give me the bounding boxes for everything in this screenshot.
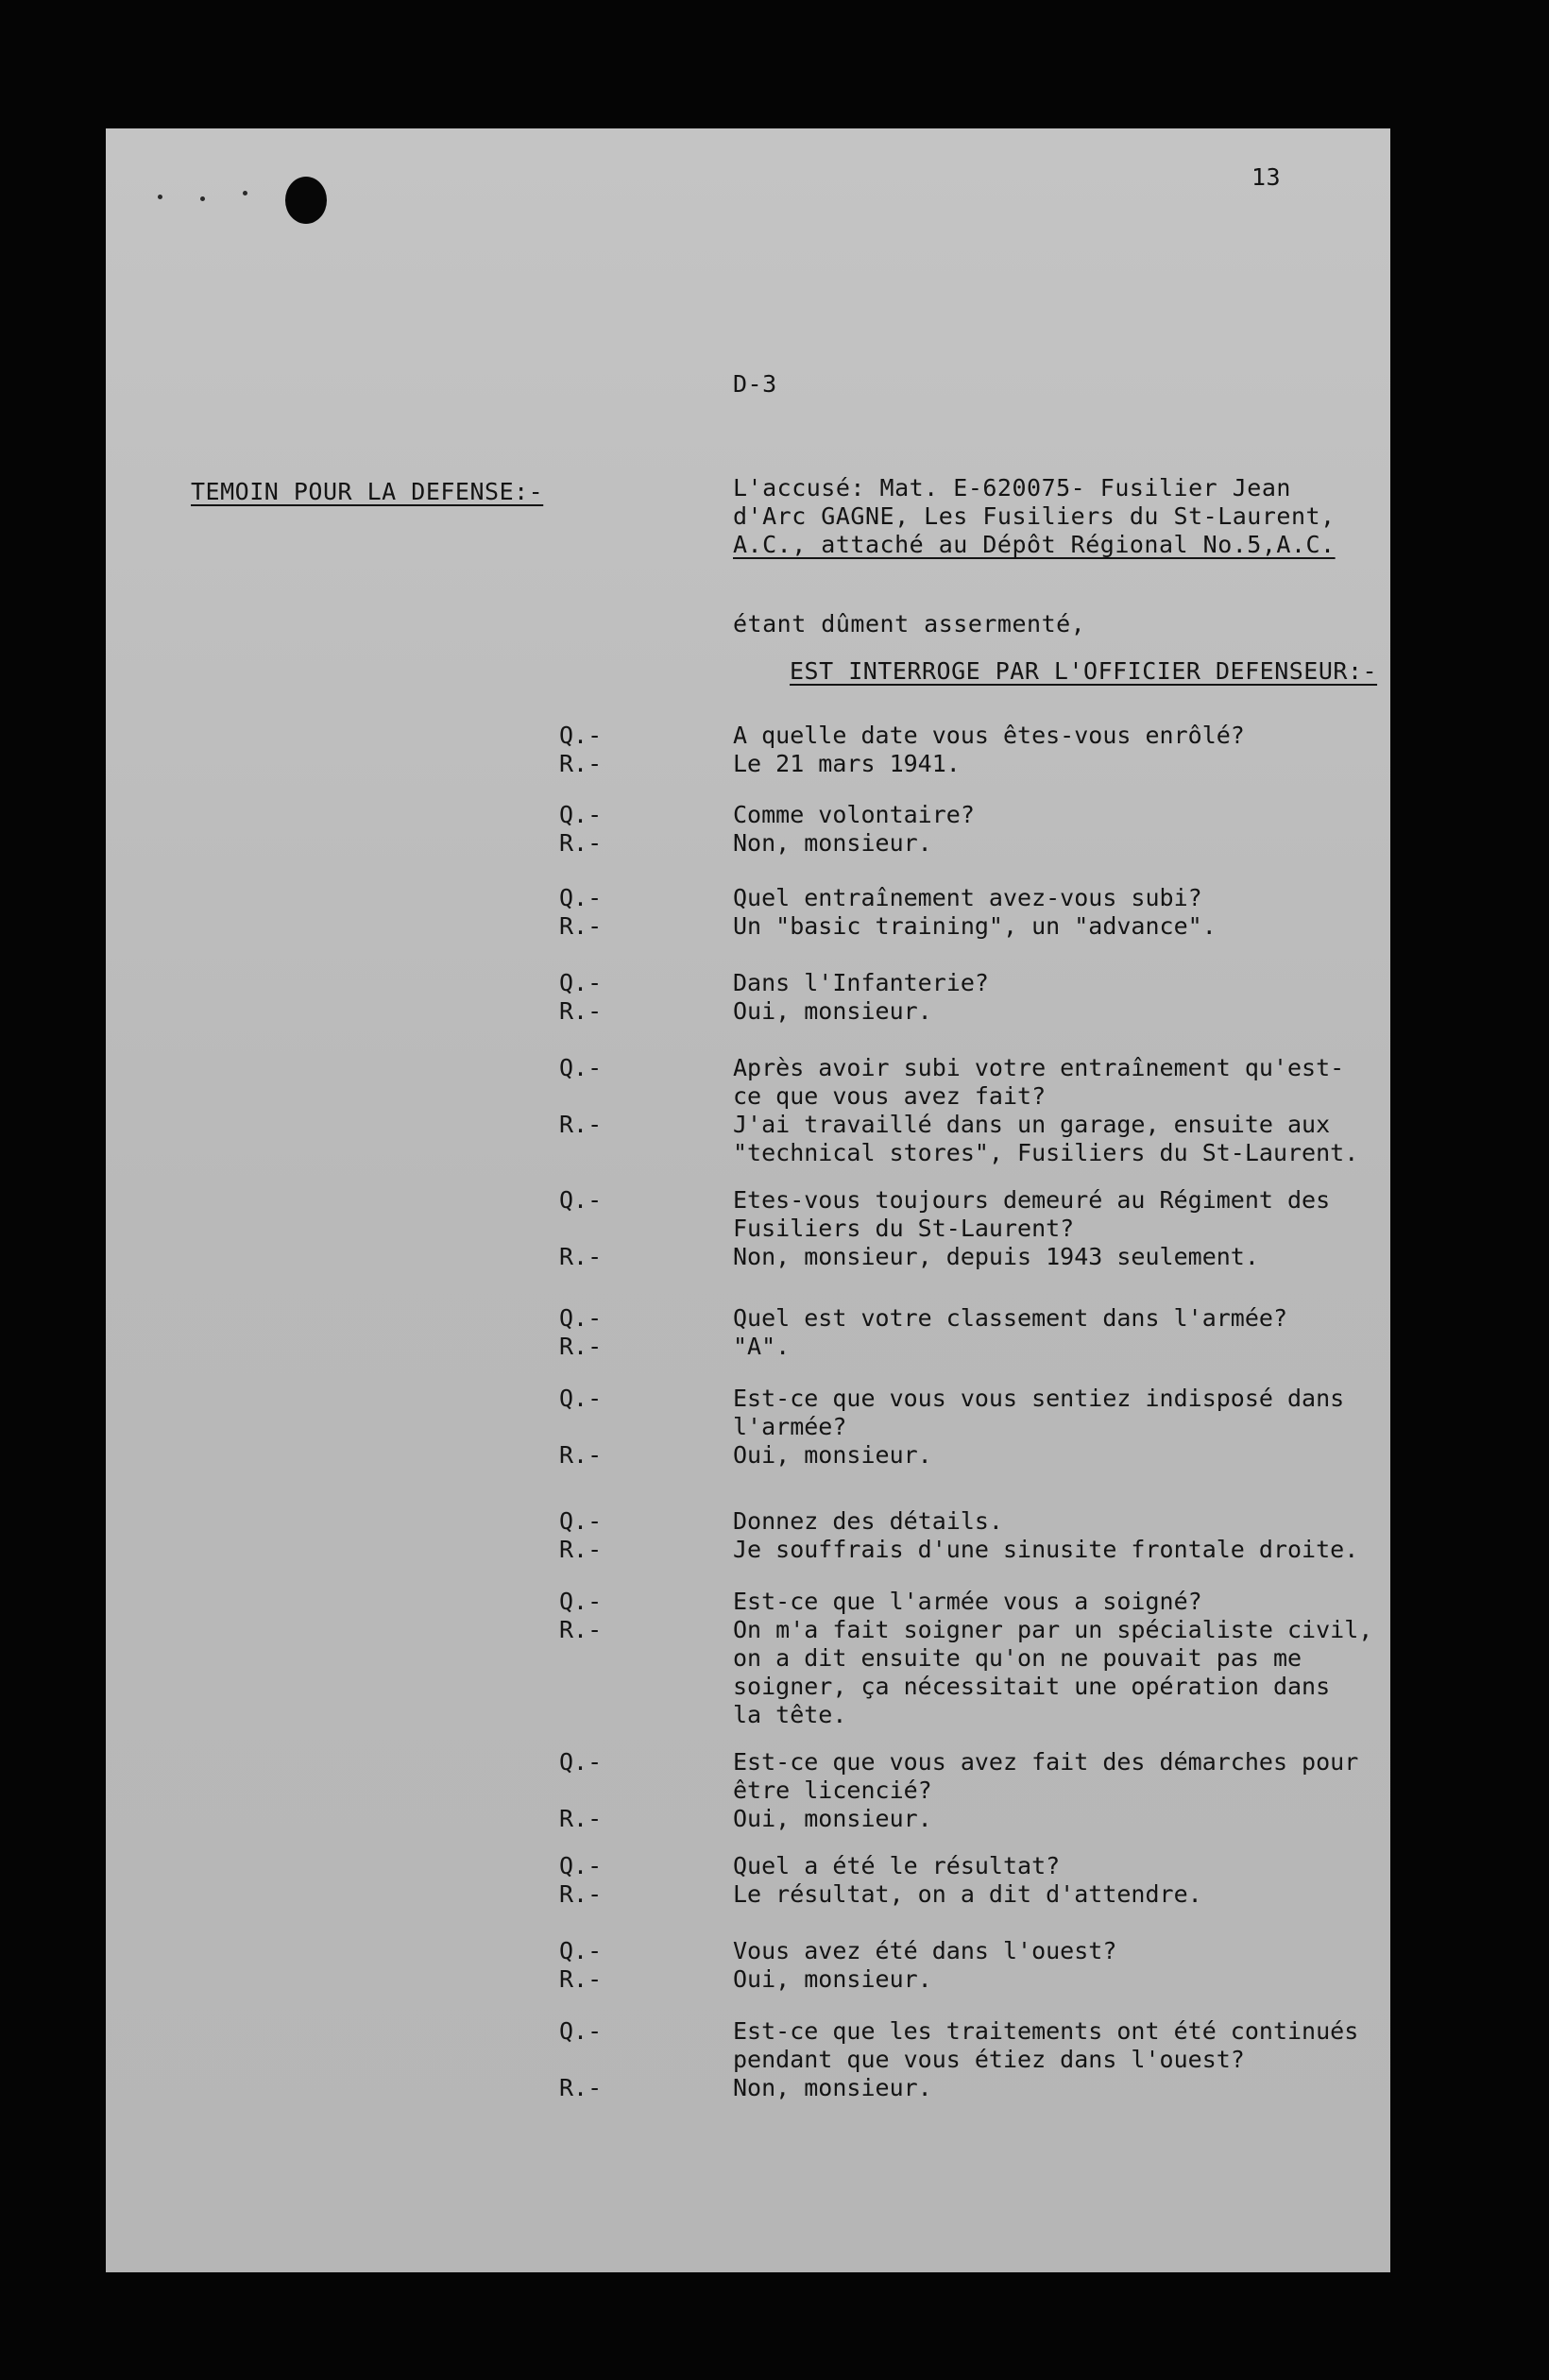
marker-spacer bbox=[559, 1215, 644, 1243]
witness-heading: TEMOIN POUR LA DEFENSE:- bbox=[191, 478, 544, 505]
marker-spacer bbox=[559, 1701, 644, 1729]
qa-markers bbox=[559, 1937, 644, 1994]
examined-heading: EST INTERROGE PAR L'OFFICIER DEFENSEUR:- bbox=[790, 657, 1378, 685]
question-line: Est-ce que les traitements ont été continués bbox=[733, 2017, 1359, 2045]
sworn-line: étant dûment assermenté, bbox=[733, 610, 1086, 638]
exhibit-code: D-3 bbox=[733, 370, 777, 398]
response-line: Oui, monsieur. bbox=[733, 1805, 932, 1832]
response-line: "technical stores", Fusiliers du St-Laurent. bbox=[733, 1139, 1359, 1166]
qa-text bbox=[733, 1385, 1385, 1470]
question-marker: Q.- bbox=[559, 1588, 603, 1615]
qa-markers bbox=[559, 1186, 644, 1271]
response-marker: R.- bbox=[559, 1441, 603, 1469]
qa-text bbox=[733, 1507, 1385, 1564]
question-marker: Q.- bbox=[559, 1385, 603, 1412]
response-line: Non, monsieur. bbox=[733, 2074, 932, 2101]
question-line: Comme volontaire? bbox=[733, 801, 975, 828]
qa-markers bbox=[559, 1852, 644, 1909]
qa-markers bbox=[559, 722, 644, 778]
response-line: Non, monsieur. bbox=[733, 829, 932, 857]
document-page bbox=[106, 128, 1390, 2272]
question-marker: Q.- bbox=[559, 2017, 603, 2045]
marker-spacer bbox=[559, 1776, 644, 1805]
question-line: Dans l'Infanterie? bbox=[733, 969, 989, 996]
qa-text bbox=[733, 1588, 1385, 1729]
question-marker: Q.- bbox=[559, 1507, 603, 1535]
qa-markers bbox=[559, 1588, 644, 1729]
response-marker: R.- bbox=[559, 1965, 603, 1993]
response-marker: R.- bbox=[559, 1243, 603, 1270]
response-marker: R.- bbox=[559, 750, 603, 777]
speck bbox=[200, 196, 205, 201]
response-line: Oui, monsieur. bbox=[733, 1965, 932, 1993]
qa-markers bbox=[559, 801, 644, 858]
question-line: pendant que vous étiez dans l'ouest? bbox=[733, 2046, 1245, 2073]
qa-text bbox=[733, 2017, 1385, 2102]
marker-spacer bbox=[559, 2046, 644, 2074]
question-marker: Q.- bbox=[559, 969, 603, 996]
qa-text bbox=[733, 1304, 1385, 1361]
qa-markers bbox=[559, 1507, 644, 1564]
marker-spacer bbox=[559, 1644, 644, 1673]
question-line: l'armée? bbox=[733, 1413, 847, 1440]
qa-text bbox=[733, 722, 1385, 778]
qa-markers bbox=[559, 2017, 644, 2102]
question-line: Vous avez été dans l'ouest? bbox=[733, 1937, 1117, 1964]
question-marker: Q.- bbox=[559, 1748, 603, 1776]
question-marker: Q.- bbox=[559, 1054, 603, 1081]
response-marker: R.- bbox=[559, 997, 603, 1025]
question-marker: Q.- bbox=[559, 801, 603, 828]
question-line: A quelle date vous êtes-vous enrôlé? bbox=[733, 722, 1245, 749]
qa-text bbox=[733, 1852, 1385, 1909]
speck bbox=[243, 191, 247, 196]
punch-hole bbox=[285, 177, 327, 224]
qa-markers bbox=[559, 1748, 644, 1833]
question-line: Fusiliers du St-Laurent? bbox=[733, 1215, 1075, 1242]
qa-markers bbox=[559, 969, 644, 1026]
question-marker: Q.- bbox=[559, 1304, 603, 1332]
accused-line-2: d'Arc GAGNE, Les Fusiliers du St-Laurent, bbox=[733, 502, 1336, 530]
response-line: Oui, monsieur. bbox=[733, 997, 932, 1025]
question-marker: Q.- bbox=[559, 1852, 603, 1879]
qa-text bbox=[733, 969, 1385, 1026]
response-marker: R.- bbox=[559, 1616, 603, 1643]
qa-text bbox=[733, 1054, 1385, 1167]
response-marker: R.- bbox=[559, 1111, 603, 1138]
response-marker: R.- bbox=[559, 829, 603, 857]
response-line: Je souffrais d'une sinusite frontale droite. bbox=[733, 1536, 1359, 1563]
response-marker: R.- bbox=[559, 2074, 603, 2101]
response-line: "A". bbox=[733, 1333, 791, 1360]
question-marker: Q.- bbox=[559, 1937, 603, 1964]
qa-markers bbox=[559, 1304, 644, 1361]
qa-markers bbox=[559, 884, 644, 941]
marker-spacer bbox=[559, 1139, 644, 1167]
question-marker: Q.- bbox=[559, 722, 603, 749]
response-marker: R.- bbox=[559, 1880, 603, 1908]
question-line: Etes-vous toujours demeuré au Régiment des bbox=[733, 1186, 1331, 1214]
qa-text bbox=[733, 884, 1385, 941]
response-line: on a dit ensuite qu'on ne pouvait pas me bbox=[733, 1644, 1302, 1672]
question-line: Est-ce que vous vous sentiez indisposé dans bbox=[733, 1385, 1345, 1412]
response-line: Oui, monsieur. bbox=[733, 1441, 932, 1469]
response-line: soigner, ça nécessitait une opération dans bbox=[733, 1673, 1331, 1700]
marker-spacer bbox=[559, 1673, 644, 1701]
response-line: Le 21 mars 1941. bbox=[733, 750, 961, 777]
question-line: Quel entraînement avez-vous subi? bbox=[733, 884, 1202, 911]
accused-line-1: L'accusé: Mat. E-620075- Fusilier Jean bbox=[733, 474, 1291, 502]
question-line: Quel est votre classement dans l'armée? bbox=[733, 1304, 1287, 1332]
response-line: Le résultat, on a dit d'attendre. bbox=[733, 1880, 1202, 1908]
qa-text bbox=[733, 1937, 1385, 1994]
qa-markers bbox=[559, 1385, 644, 1470]
response-marker: R.- bbox=[559, 1333, 603, 1360]
question-line: ce que vous avez fait? bbox=[733, 1082, 1047, 1110]
response-line: Un "basic training", un "advance". bbox=[733, 912, 1217, 940]
marker-spacer bbox=[559, 1082, 644, 1111]
speck bbox=[158, 195, 162, 199]
question-line: Est-ce que l'armée vous a soigné? bbox=[733, 1588, 1202, 1615]
response-marker: R.- bbox=[559, 912, 603, 940]
response-line: On m'a fait soigner par un spécialiste civil, bbox=[733, 1616, 1373, 1643]
question-marker: Q.- bbox=[559, 884, 603, 911]
response-line: la tête. bbox=[733, 1701, 847, 1728]
question-line: Après avoir subi votre entraînement qu'est- bbox=[733, 1054, 1345, 1081]
response-line: Non, monsieur, depuis 1943 seulement. bbox=[733, 1243, 1259, 1270]
response-marker: R.- bbox=[559, 1805, 603, 1832]
qa-text bbox=[733, 801, 1385, 858]
qa-text bbox=[733, 1748, 1385, 1833]
marker-spacer bbox=[559, 1413, 644, 1441]
question-line: Quel a été le résultat? bbox=[733, 1852, 1061, 1879]
question-line: Donnez des détails. bbox=[733, 1507, 1003, 1535]
page-number: 13 bbox=[1251, 163, 1282, 191]
question-marker: Q.- bbox=[559, 1186, 603, 1214]
qa-markers bbox=[559, 1054, 644, 1167]
question-line: être licencié? bbox=[733, 1776, 932, 1804]
response-marker: R.- bbox=[559, 1536, 603, 1563]
question-line: Est-ce que vous avez fait des démarches pour bbox=[733, 1748, 1359, 1776]
qa-text bbox=[733, 1186, 1385, 1271]
response-line: J'ai travaillé dans un garage, ensuite aux bbox=[733, 1111, 1331, 1138]
accused-line-3: A.C., attaché au Dépôt Régional No.5,A.C. bbox=[733, 531, 1336, 558]
